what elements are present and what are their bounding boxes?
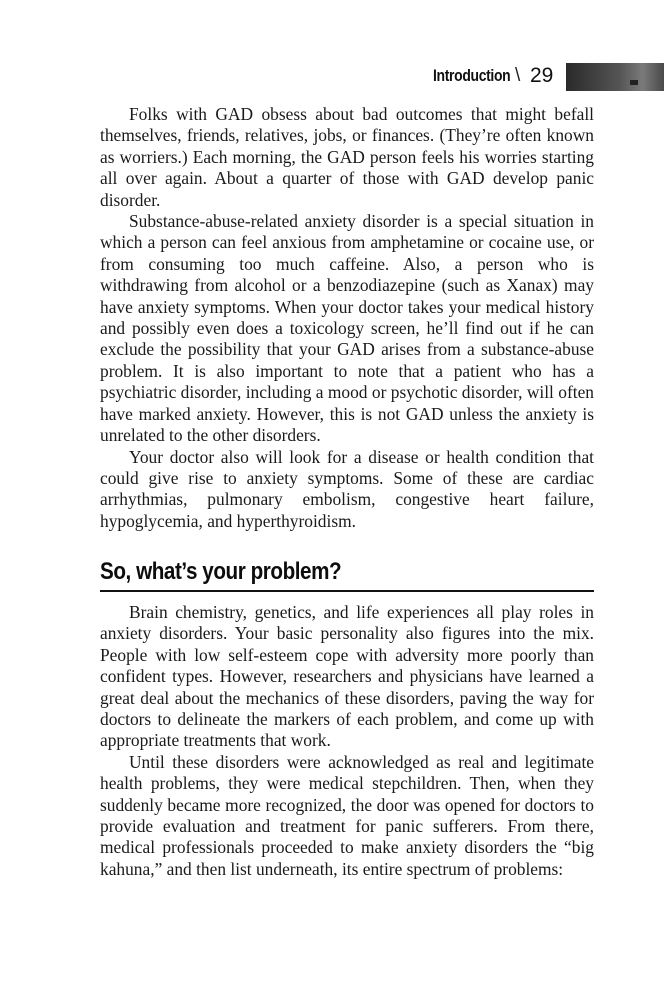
header-decorative-bar (566, 63, 664, 91)
paragraph: Brain chemistry, genetics, and life experiences all play roles in anxiety disorders. Your basic personality also figures into the mix. People with low self-esteem cope with adversity more poorly than confident types. However, researchers and physicians have learned a great deal about the mechanics of these disorders, paving the way for doctors to delineate the markers of each problem, and come up with appropriate treatments that work. (100, 602, 594, 751)
page-number: 29 (530, 64, 554, 87)
section-heading: So, what’s your problem? (100, 558, 342, 585)
paragraph: Your doctor also will look for a disease or health condition that could give rise to anxiety symptoms. Some of these are cardiac arrhythmias, pulmonary embolism, congestive heart failure, hypoglycemia, and hyperthyroidism. (100, 446, 594, 531)
paragraph: Until these disorders were acknowledged as real and legitimate health problems, they were medical stepchildren. Then, when they suddenly became more recognized, the door was opened for doctors to provide evaluation and treatment for panic sufferers. From there, medical professionals proceeded to make anxiety disorders the “big kahuna,” and then list underneath, its entire spectrum of problems: (100, 751, 594, 879)
running-header (0, 62, 664, 92)
chapter-title: Introduction (432, 66, 510, 85)
header-separator: \ (515, 65, 521, 86)
section-divider (100, 590, 594, 592)
header-bar-mark (630, 80, 638, 85)
body-text-top (100, 104, 594, 532)
paragraph: Substance-abuse-related anxiety disorder is a special situation in which a person can feel anxious from amphetamine or cocaine use, or from consuming too much caffeine. Also, a person who is withdrawing from alcohol or a benzodiazepine (such as Xanax) may have anxiety symptoms. When your doctor takes your medical history and possibly even does a toxicology screen, he’ll find out if he can exclude the possibility that your GAD arises from a substance-abuse problem. It is also important to note that a patient who has a psychiatric disorder, including a mood or psychotic disorder, will often have marked anxiety. However, this is not GAD unless the anxiety is unrelated to the other disorders. (100, 211, 594, 446)
paragraph: Folks with GAD obsess about bad outcomes that might befall themselves, friends, relatives, jobs, or finances. (They’re often known as worriers.) Each morning, the GAD person feels his worries starting all over again. About a quarter of those with GAD develop panic disorder. (100, 104, 594, 210)
body-text-bottom (100, 602, 594, 880)
